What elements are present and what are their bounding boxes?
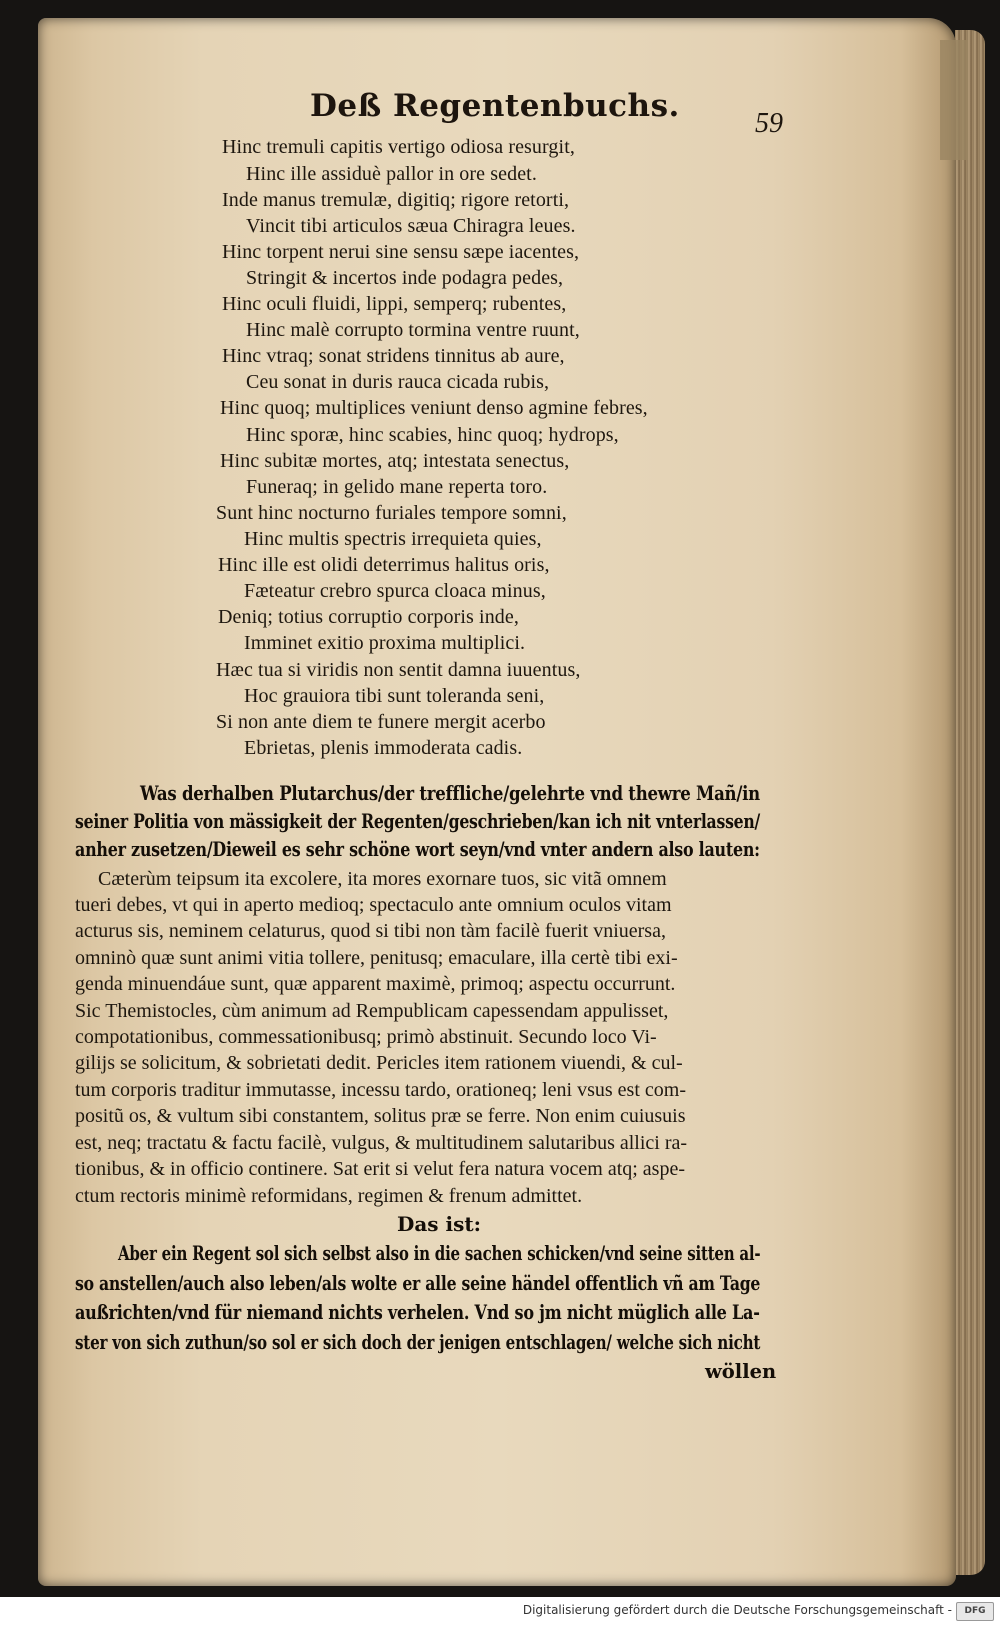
latin-prose-line: tionibus, & in officio continere. Sat erit si velut fera natura vocem atq; aspe- [75, 1158, 685, 1180]
verse-line: Ebrietas, plenis immoderata cadis. [244, 737, 523, 759]
german-translation-line: Aber ein Regent sol sich selbst also in die sachen schicken/vnd seine sitten al- [118, 1242, 761, 1265]
dfg-logo: DFG [956, 1602, 994, 1621]
page-stack-edge [955, 30, 985, 1575]
german-intro-line: anher zusetzen/Dieweil es sehr schöne wort seyn/vnd vnter andern also lauten: [75, 838, 760, 861]
latin-prose-line: omninò quæ sunt animi vitia tollere, penitusq; emaculare, illa certè tibi exi- [75, 947, 678, 969]
verse-line: Inde manus tremulæ, digitiq; rigore retorti, [222, 189, 570, 211]
latin-prose-line: genda minuendáue sunt, quæ apparent maximè, primoq; aspectu occurrunt. [75, 973, 676, 995]
german-intro-line: Was derhalben Plutarchus/der treffliche/gelehrte vnd thewre Mañ/in [140, 782, 760, 805]
verse-line: Hinc tremuli capitis vertigo odiosa resurgit, [222, 136, 575, 158]
das-ist-heading: Das ist: [397, 1212, 482, 1236]
verse-line: Si non ante diem te funere mergit acerbo [216, 711, 546, 733]
latin-prose-line: tum corporis traditur immutasse, incessu tardo, orationeq; leni vsus est com- [75, 1079, 686, 1101]
verse-line: Sunt hinc nocturno furiales tempore somni, [216, 502, 567, 524]
latin-prose-line: positũ os, & vultum sibi constantem, solitus præ se ferre. Non enim cuiusuis [75, 1105, 686, 1127]
verse-line: Vincit tibi articulos sæua Chiragra leues. [246, 215, 576, 237]
verse-line: Hinc malè corrupto tormina ventre ruunt, [246, 319, 580, 341]
german-intro-line: seiner Politia von mässigkeit der Regenten/geschrieben/kan ich nit vnterlassen/ [75, 810, 761, 833]
latin-prose-line: tueri debes, vt qui in aperto medioq; spectaculo ante omnium oculos vitam [75, 894, 672, 916]
verse-line: Funeraq; in gelido mane reperta toro. [246, 476, 548, 498]
german-translation-line: so anstellen/auch also leben/als wolte er alle seine händel offentlich vñ am Tage [75, 1272, 761, 1295]
verse-line: Hinc vtraq; sonat stridens tinnitus ab aure, [222, 345, 565, 367]
latin-prose-line: gilijs se solicitum, & sobrietati dedit. Pericles item rationem viuendi, & cul- [75, 1052, 683, 1074]
verse-line: Hinc subitæ mortes, atq; intestata senectus, [220, 450, 570, 472]
verse-line: Hinc oculi fluidi, lippi, semperq; rubentes, [222, 293, 567, 315]
verse-line: Hinc torpent nerui sine sensu sæpe iacentes, [222, 241, 580, 263]
catchword: wöllen [705, 1360, 777, 1383]
running-head: Deß Regentenbuchs. [310, 88, 680, 124]
verse-line: Ceu sonat in duris rauca cicada rubis, [246, 371, 550, 393]
verse-line: Stringit & incertos inde podagra pedes, [246, 267, 564, 289]
verse-line: Hinc ille est olidi deterrimus halitus oris, [218, 554, 550, 576]
german-translation-line: außrichten/vnd für niemand nichts verhelen. Vnd so jm nicht müglich alle La- [75, 1301, 760, 1324]
verse-line: Hinc sporæ, hinc scabies, hinc quoq; hydrops, [246, 424, 619, 446]
verse-line: Deniq; totius corruptio corporis inde, [218, 606, 519, 628]
latin-prose-line: Cæterùm teipsum ita excolere, ita mores exornare tuos, sic vitã omnem [98, 868, 667, 890]
verse-line: Hinc ille assiduè pallor in ore sedet. [246, 163, 537, 185]
page-number: 59 [755, 108, 783, 139]
latin-prose-line: est, neq; tractatu & factu facilè, vulgus, & multitudinem salutaribus allici ra- [75, 1132, 688, 1154]
latin-prose-line: ctum rectoris minimè reformidans, regimen & frenum admittet. [75, 1185, 583, 1207]
latin-prose-line: Sic Themistocles, cùm animum ad Rempublicam capessendam appulisset, [75, 1000, 669, 1022]
verse-line: Hoc grauiora tibi sunt toleranda seni, [244, 685, 545, 707]
verse-line: Hinc multis spectris irrequieta quies, [244, 528, 542, 550]
latin-prose-line: acturus sis, neminem celaturus, quod si tibi non tàm facilè fuerit vniuersa, [75, 920, 666, 942]
binding-clasp [940, 40, 968, 160]
verse-line: Fæteatur crebro spurca cloaca minus, [244, 580, 546, 602]
latin-prose-line: compotationibus, commessationibusq; primò abstinuit. Secundo loco Vi- [75, 1026, 657, 1048]
footer-credit: Digitalisierung gefördert durch die Deutsche Forschungsgemeinschaft - [522, 1603, 952, 1617]
verse-line: Hæc tua si viridis non sentit damna iuuentus, [216, 659, 581, 681]
footer-bar [0, 1597, 1000, 1625]
german-translation-line: ster von sich zuthun/so sol er sich doch der jenigen entschlagen/ welche sich nicht [75, 1331, 761, 1354]
verse-line: Imminet exitio proxima multiplici. [244, 632, 526, 654]
verse-line: Hinc quoq; multiplices veniunt denso agmine febres, [220, 397, 648, 419]
